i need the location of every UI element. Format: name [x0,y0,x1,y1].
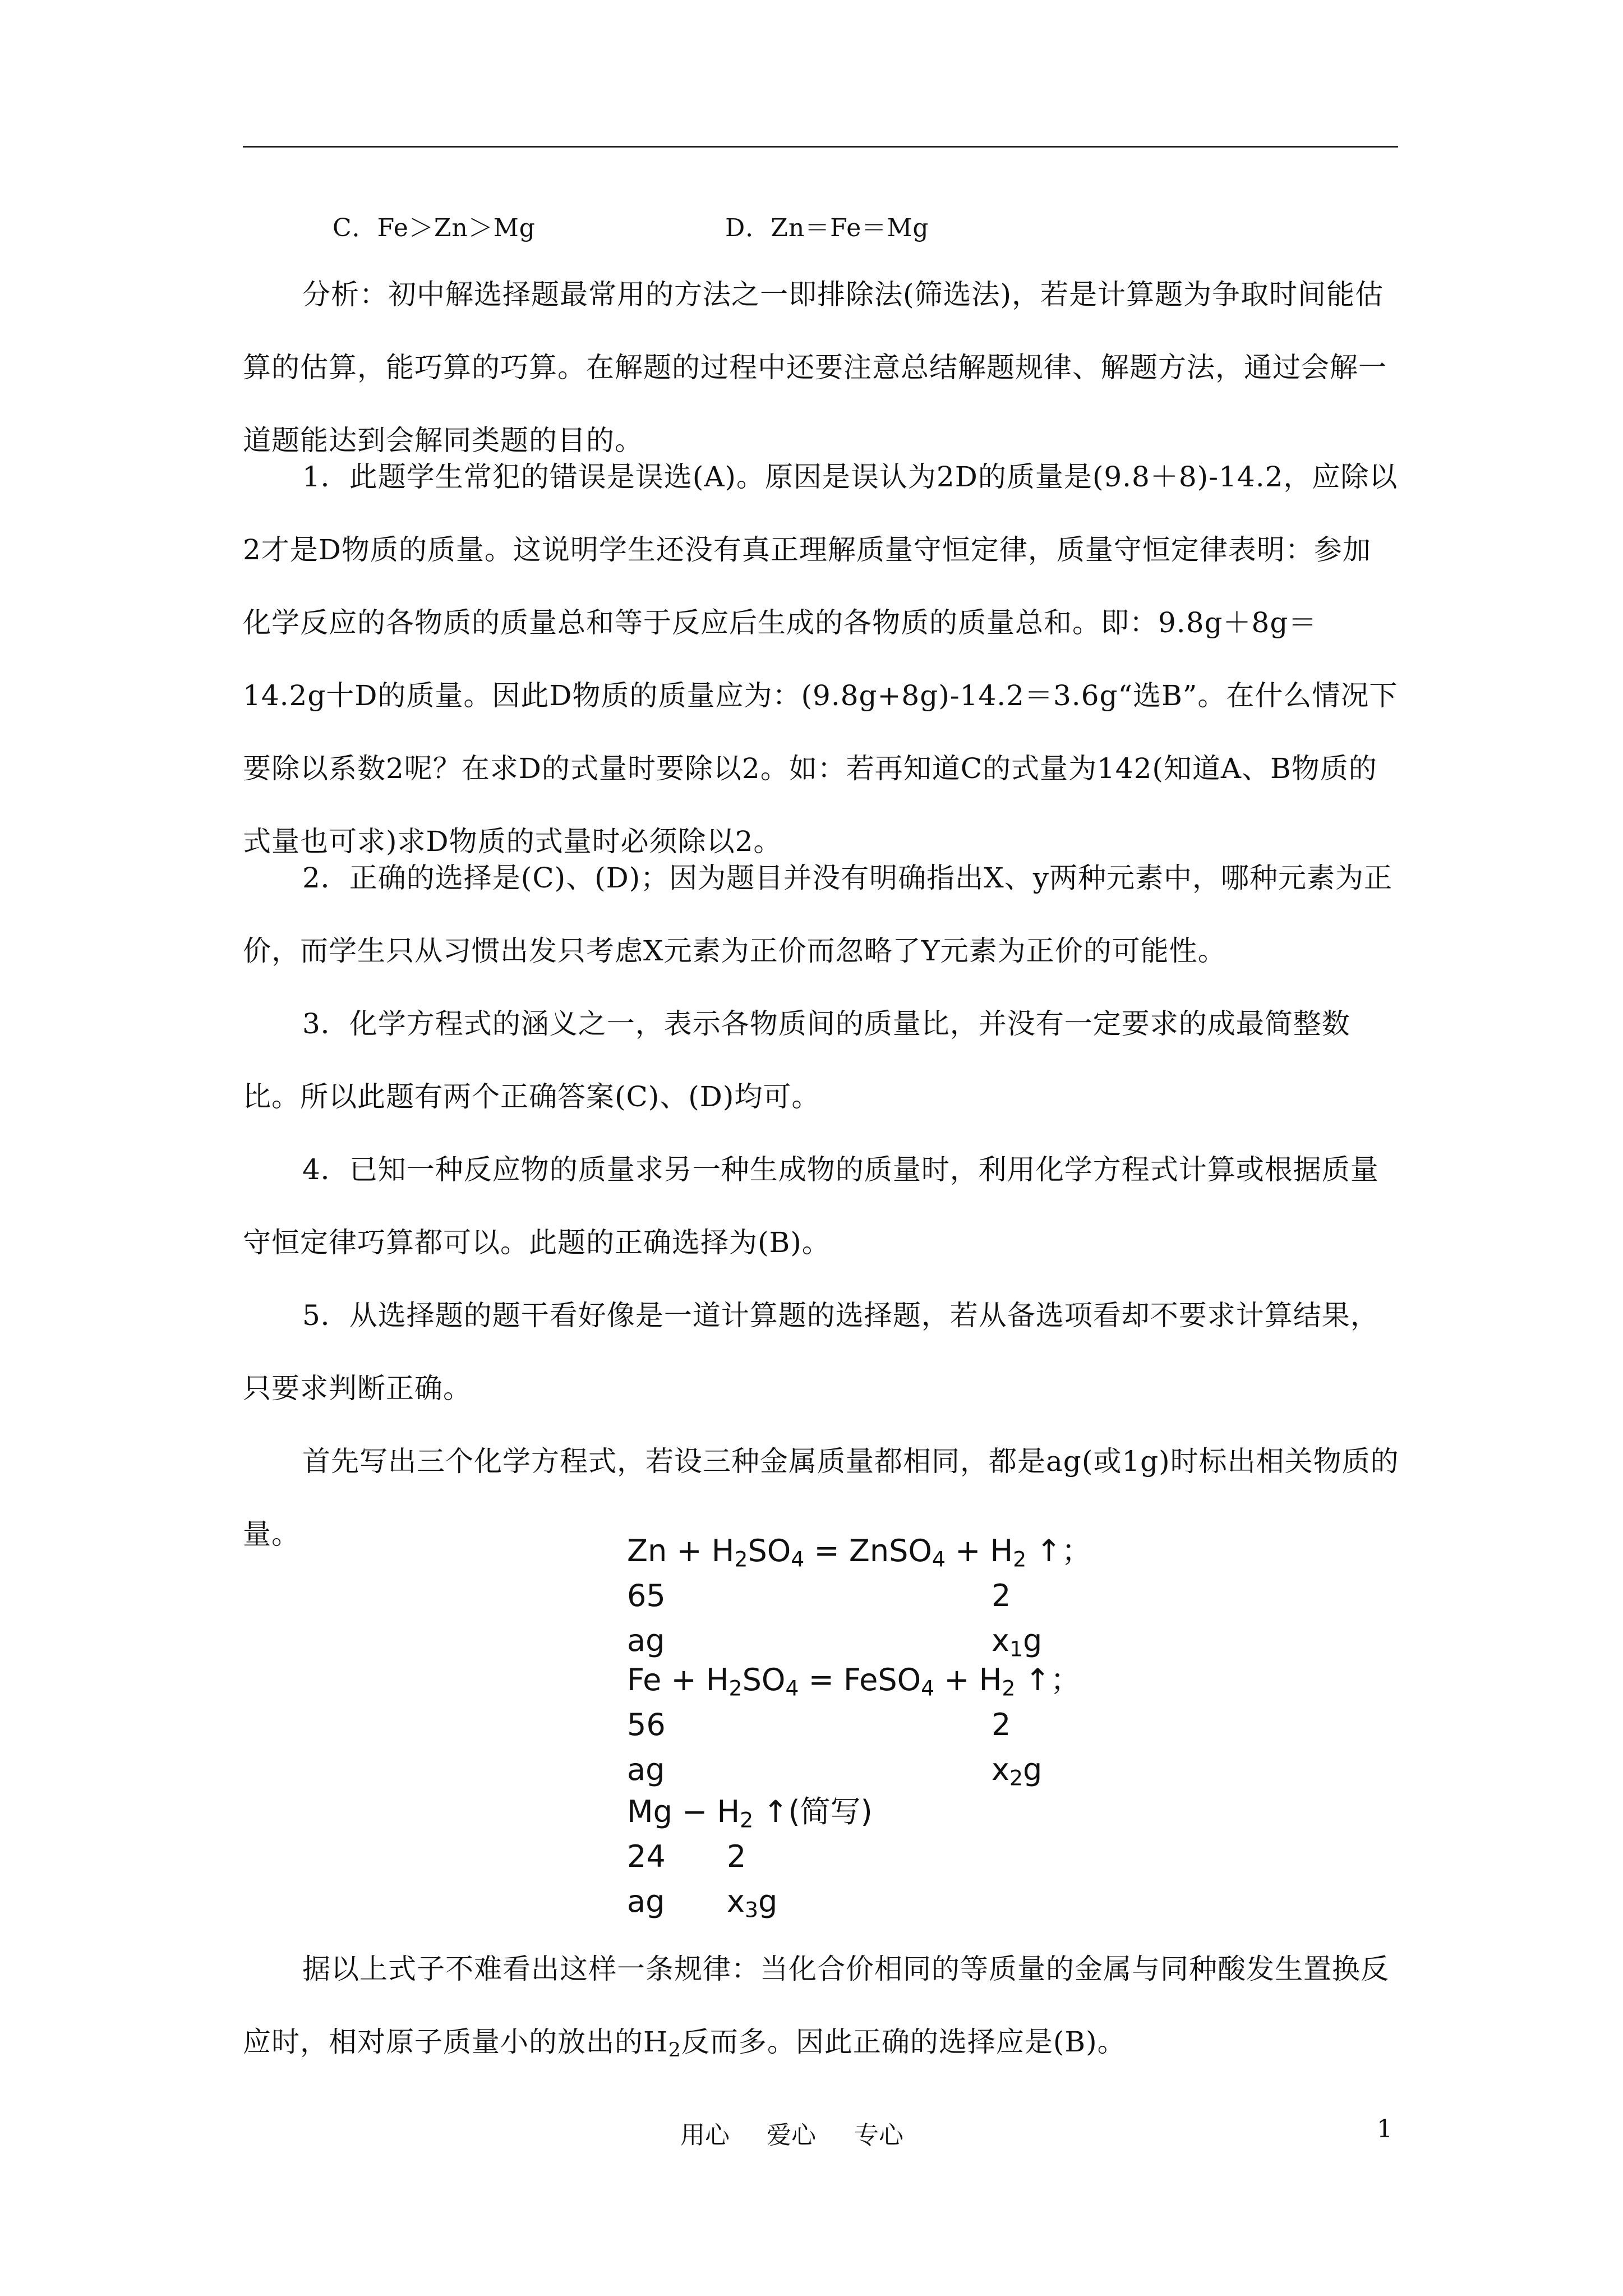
given-mass-line: ag $x_2g$ [627,1752,1043,1791]
option-d: D．Zn＝Fe＝Mg [725,214,929,242]
paragraph-4: 4．已知一种反应物的质量求另一种生成物的质量时，利用化学方程式计算或根据质量守恒定律巧算都可以。此题的正确选择为(B)。 [243,1153,1379,1259]
paragraph-3: 3．化学方程式的涵义之一，表示各物质间的质量比，并没有一定要求的成最简整数比。所以此题有两个正确答案(C)、(D)均可。 [243,1007,1350,1113]
paragraph-6: 首先写出三个化学方程式，若设三种金属质量都相同，都是ag(或1g)时标出相关物质的量。 [243,1445,1399,1550]
page-number: 1 [1377,2115,1393,2143]
footer-motto-3: 专心 [854,2121,903,2150]
equation-fe [627,1658,1081,1792]
paragraph-1: 1．此题学生常犯的错误是误选(A)。原因是误认为2D的质量是(9.8＋8)-14.2，应除以2才是D物质的质量。这说明学生还没有真正理解质量守恒定律，质量守恒定律表明：参加化学反应的各物质的质量总和等于反应后生成的各物质的质量总和。即：9.8g＋8g＝14.2g十D的质量。因此D物质的质量应为：(9.8g+8g)-14.2＝3.6g“选B”。在什么情况下要除以系数2呢？在求D的式量时要除以2。如：若再知道C的式量为142(知道A、B物质的式量也可求)求D物质的式量时必须除以2。 [243,461,1398,858]
analysis-paragraph: 分析：初中解选择题最常用的方法之一即排除法(筛选法)，若是计算题为争取时间能估算的估算，能巧算的巧算。在解题的过程中还要注意总结解题规律、解题方法，通过会解一道题能达到会解同类题的目的。 [243,278,1387,457]
equation-mg [627,1789,873,1924]
header-rule [243,146,1398,148]
equation-line: $Zn + H_2SO_4$ = ZnSO$_4$ + $H_2$ ↑； [627,1533,1092,1572]
equation-line: $Mg - H_2$ ↑(简写) [627,1794,873,1833]
relative-mass-line: 56 2 [627,1707,1011,1742]
paragraph-2: 2．正确的选择是(C)、(D)；因为题目并没有明确指出X、y两种元素中，哪种元素为正价，而学生只从习惯出发只考虑X元素为正价而忽略了Y元素为正价的可能性。 [243,862,1393,967]
paragraph-5: 5．从选择题的题干看好像是一道计算题的选择题，若从备选项看却不要求计算结果，只要求判断正确。 [243,1299,1379,1405]
equation-line: $Fe + H_2SO_4$ = FeSO$_4$ + $H_2$ ↑； [627,1662,1081,1701]
conclusion-paragraph: 据以上式子不难看出这样一条规律：当化合价相同的等质量的金属与同种酸发生置换反应时，相对原子质量小的放出的$H_2$反而多。因此正确的选择应是(B)。 [243,1953,1389,2062]
footer-motto-2: 爱心 [767,2121,816,2150]
footer-motto-1: 用心 [680,2121,730,2150]
given-mass-line: ag $x_1g$ [627,1623,1043,1662]
relative-mass-line: 24 2 [627,1839,746,1874]
given-mass-line: ag $x_3g$ [627,1884,778,1922]
relative-mass-line: 65 2 [627,1578,1011,1613]
option-c: C．Fe＞Zn＞Mg [333,214,536,242]
equation-zn [627,1529,1092,1663]
